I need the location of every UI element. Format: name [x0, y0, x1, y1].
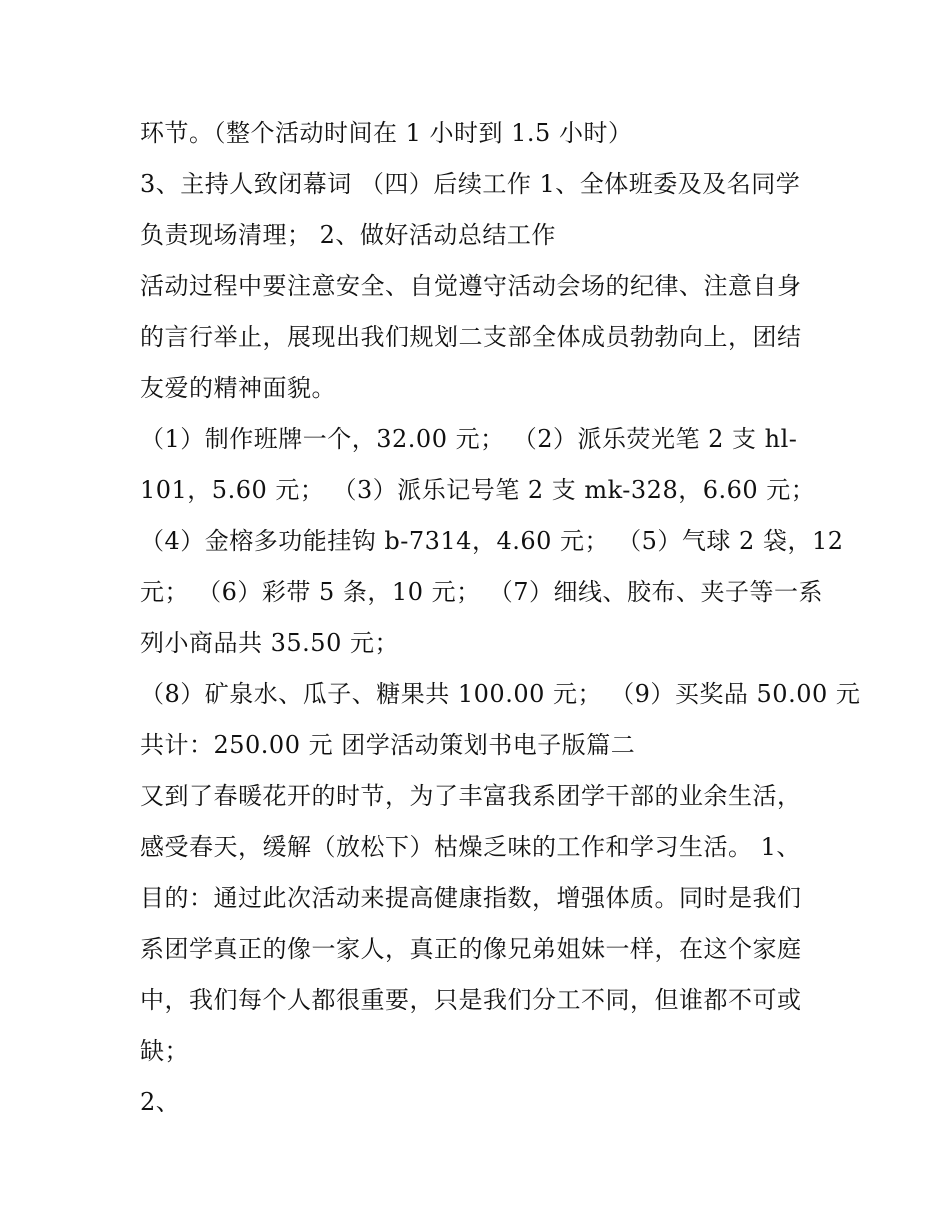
text-line: 3、主持人致闭幕词 （四）后续工作 1、全体班委及及名同学: [140, 170, 801, 198]
text-line: （4）金榕多功能挂钩 b-7314，4.60 元； （5）气球 2 袋，12: [140, 527, 844, 555]
text-line: （8）矿泉水、瓜子、糖果共 100.00 元； （9）买奖品 50.00 元: [140, 680, 861, 708]
text-line: 活动过程中要注意安全、自觉遵守活动会场的纪律、注意自身: [140, 272, 802, 300]
text-line: 共计：250.00 元 团学活动策划书电子版篇二: [140, 731, 636, 759]
text-line: 101，5.60 元； （3）派乐记号笔 2 支 mk-328，6.60 元；: [140, 476, 816, 504]
text-line: 又到了春暖花开的时节，为了丰富我系团学干部的业余生活，: [140, 782, 802, 810]
text-line: 的言行举止，展现出我们规划二支部全体成员勃勃向上，团结: [140, 323, 802, 351]
text-line: 环节。（整个活动时间在 1 小时到 1.5 小时）: [140, 119, 633, 147]
text-line: 元； （6）彩带 5 条，10 元； （7）细线、胶布、夹子等一系: [140, 578, 823, 606]
text-line: 目的：通过此次活动来提高健康指数，增强体质。同时是我们: [140, 884, 802, 912]
text-line: 感受春天，缓解（放松下）枯燥乏味的工作和学习生活。 1、: [140, 833, 801, 861]
text-line: 列小商品共 35.50 元；: [140, 629, 399, 657]
text-line: 负责现场清理； 2、做好活动总结工作: [140, 221, 556, 249]
text-line: 系团学真正的像一家人，真正的像兄弟姐妹一样，在这个家庭: [140, 935, 802, 963]
text-line: （1）制作班牌一个，32.00 元； （2）派乐荧光笔 2 支 hl-: [140, 425, 798, 453]
text-line: 缺；: [140, 1037, 189, 1065]
text-line: 2、: [140, 1088, 181, 1116]
text-line: 友爱的精神面貌。: [140, 374, 336, 402]
document-body: [140, 108, 861, 1128]
text-line: 中，我们每个人都很重要，只是我们分工不同，但谁都不可或: [140, 986, 802, 1014]
